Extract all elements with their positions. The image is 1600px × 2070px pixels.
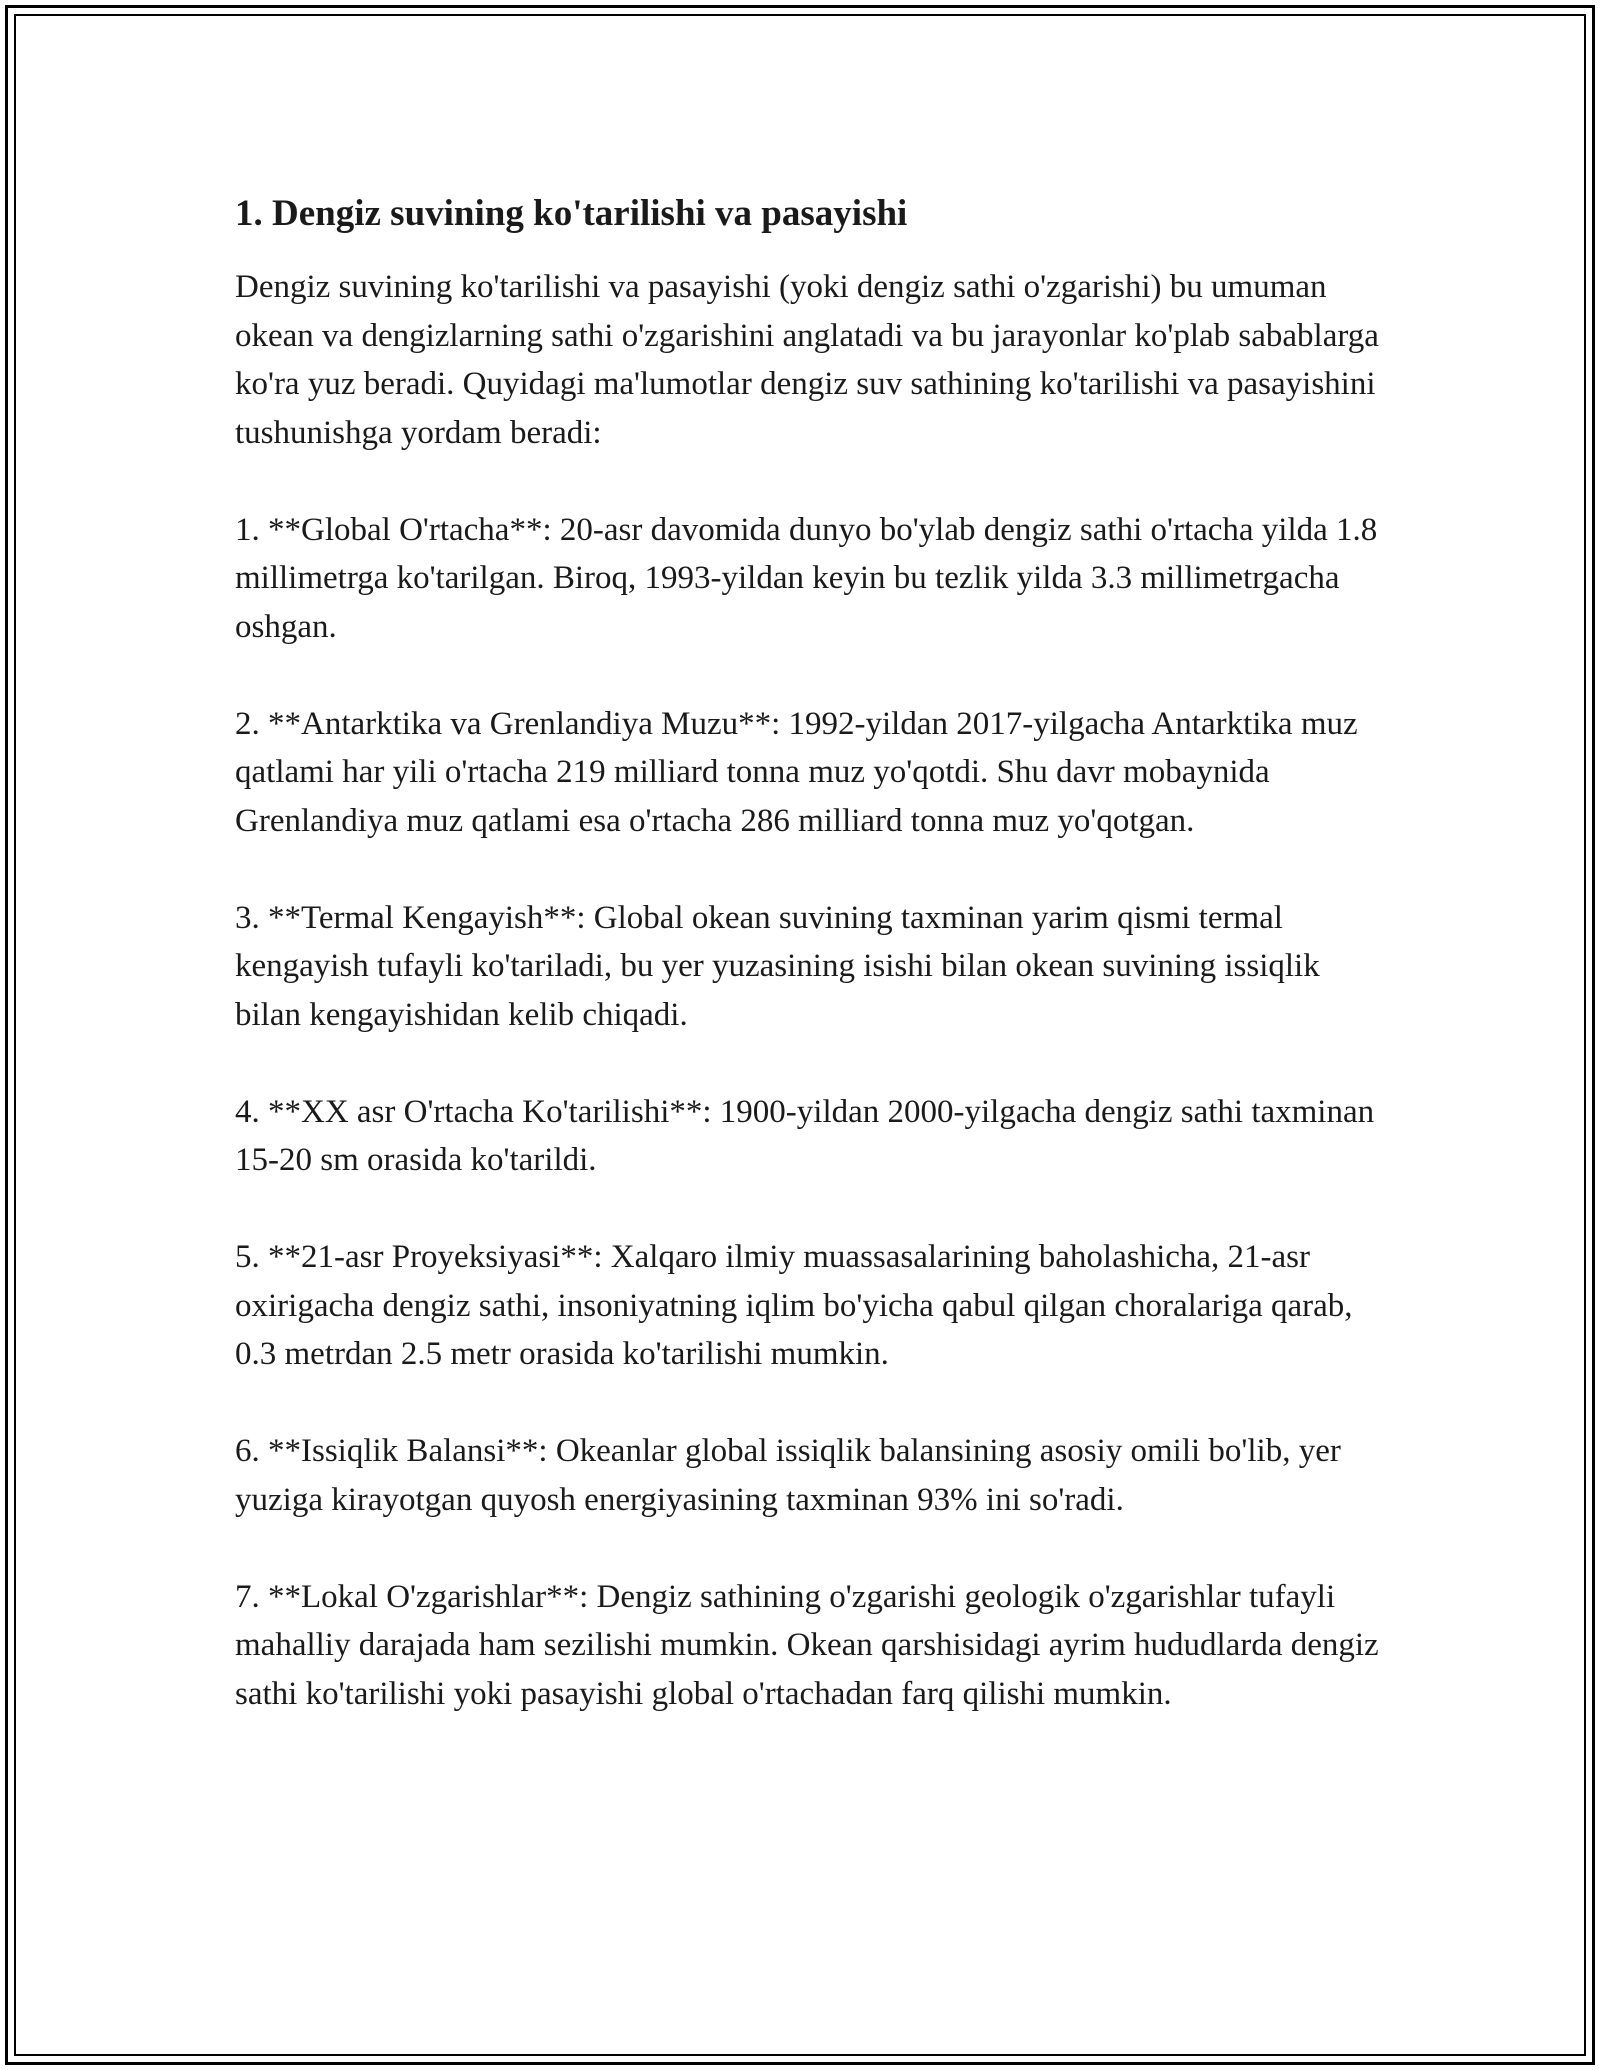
list-item-thermal-expansion: 3. **Termal Kengayish**: Global okean suvining taxminan yarim qismi termal kengayish tufayli ko'tariladi, bu yer yuzasining isishi bilan okean suvining issiqlik bilan kengayishidan kelib chiqadi. xyxy=(235,899,1320,1033)
list-item-antarctica-greenland: 2. **Antarktika va Grenlandiya Muzu**: 1992-yildan 2017-yilgacha Antarktika muz qatlami har yili o'rtacha 219 milliard tonna muz yo'qotdi. Shu davr mobaynida Grenlandiya muz qatlami esa o'rtacha 286 milliard tonna muz yo'qotgan. xyxy=(235,705,1358,839)
list-item-21st-century-projection: 5. **21-asr Proyeksiyasi**: Xalqaro ilmiy muassasalarining baholashicha, 21-asr oxirigacha dengiz sathi, insoniyatning iqlim bo'yicha qabul qilgan choralariga qarab, 0.3 metrdan 2.5 metr orasida ko'tarilishi mumkin. xyxy=(235,1239,1353,1372)
list-item-heat-balance: 6. **Issiqlik Balansi**: Okeanlar global issiqlik balansining asosiy omili bo'lib, yer yuziga kirayotgan quyosh energiyasining taxminan 93% ini so'radi. xyxy=(235,1433,1341,1518)
section-title: 1. Dengiz suvining ko'tarilishi va pasayishi xyxy=(235,193,908,234)
list-item-20th-century-rise: 4. **XX asr O'rtacha Ko'tarilishi**: 1900-yildan 2000-yilgacha dengiz sathi taxminan 15-20 sm orasida ko'tarildi. xyxy=(235,1093,1375,1178)
document-body xyxy=(235,185,1385,1718)
list-item-global-average: 1. **Global O'rtacha**: 20-asr davomida dunyo bo'ylab dengiz sathi o'rtacha yilda 1.8 millimetrga ko'tarilgan. Biroq, 1993-yildan keyin bu tezlik yilda 3.3 millimetrgacha oshgan. xyxy=(235,511,1378,645)
list-item-local-changes: 7. **Lokal O'zgarishlar**: Dengiz sathining o'zgarishi geologik o'zgarishlar tufayli mahalliy darajada ham sezilishi mumkin. Okean qarshisidagi ayrim hududlarda dengiz sathi ko'tarilishi yoki pasayishi global o'rtachadan farq qilishi mumkin. xyxy=(235,1578,1379,1712)
intro-paragraph: Dengiz suvining ko'tarilishi va pasayishi (yoki dengiz sathi o'zgarishi) bu umuman okean va dengizlarning sathi o'zgarishini anglatadi va bu jarayonlar ko'plab sabablarga ko'ra yuz beradi. Quyidagi ma'lumotlar dengiz suv sathining ko'tarilishi va pasayishini tushunishga yordam beradi: xyxy=(235,269,1379,451)
